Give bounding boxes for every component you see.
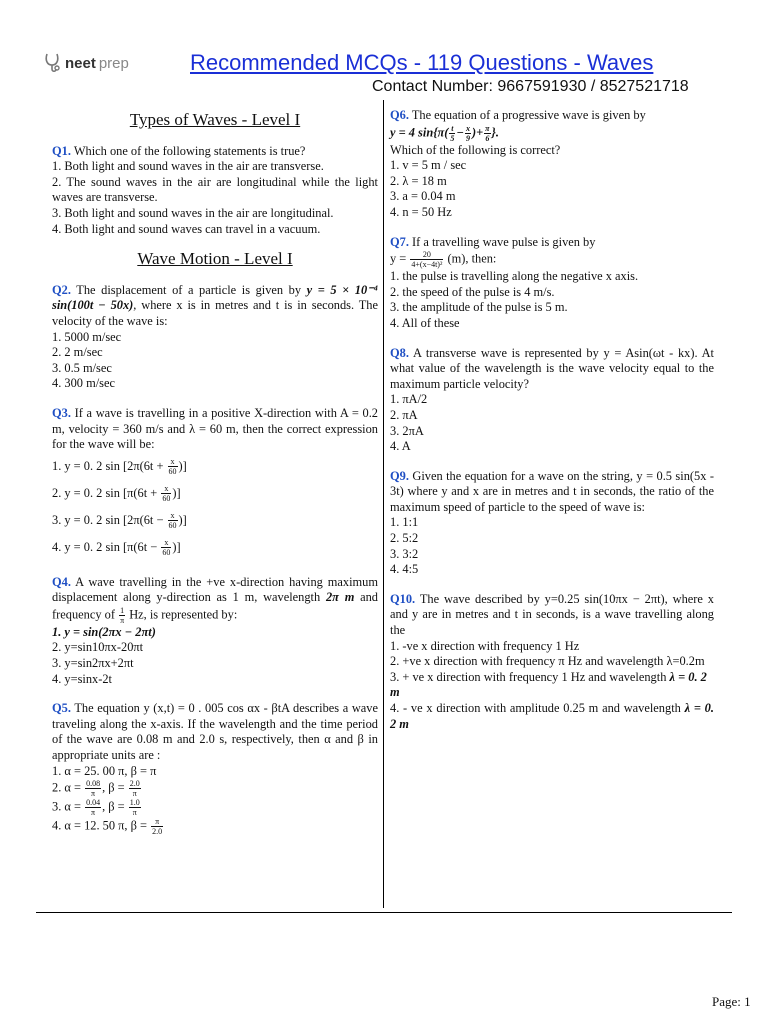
stethoscope-icon	[44, 52, 62, 74]
option-text: 1. y = 0. 2 sin [2π(6t +	[52, 458, 167, 473]
question-text: The displacement of a particle is given by	[76, 282, 302, 297]
option: 2. λ = 18 m	[390, 173, 447, 188]
question-text-cont: and frequency of	[52, 590, 378, 622]
option	[52, 453, 378, 480]
option: 4. α = 12. 50 π, β = $\frac{\pi}{2.0}$	[52, 817, 163, 837]
fraction: $\frac{x}{60}$	[168, 457, 177, 477]
question-number: Q9.	[390, 468, 409, 483]
option	[52, 534, 378, 561]
fraction: $\frac{1}{\pi}$	[120, 605, 125, 625]
logo-text-prep: prep	[98, 54, 129, 72]
section-heading-motion: Wave Motion - Level I	[137, 249, 293, 269]
question-7	[390, 235, 714, 332]
right-column	[390, 108, 714, 746]
option: 3. α = $\frac{0.04}{\pi}$ , β = $\frac{1.0}{\pi}$	[52, 798, 140, 818]
equation: y = 5 × 10⁻⁴ sin(100t − 50x)	[52, 282, 378, 313]
option: 4. n = 50 Hz	[390, 204, 452, 219]
neetprep-logo	[44, 52, 129, 74]
fraction: $\frac{\pi}{2.0}$	[152, 817, 163, 837]
option: 2. +ve x direction with frequency π Hz and wavelength λ=0.2m	[390, 654, 705, 669]
fraction: $\frac{1.0}{\pi}$	[129, 798, 140, 818]
question-number: Q1.	[52, 143, 71, 158]
option: 3. 2πA	[390, 423, 424, 438]
question-3	[52, 406, 378, 561]
option: 1. 5000 m/sec	[52, 329, 122, 344]
option: 3. + ve x direction with frequency 1 Hz and wavelength λ = 0. 2 m	[390, 669, 707, 700]
option-text: )]	[178, 458, 187, 473]
option: 3. Both light and sound waves in the air are longitudinal.	[52, 205, 334, 220]
option: 3. a = 0.04 m	[390, 189, 456, 204]
option: 4. All of these	[390, 315, 460, 330]
question-5	[52, 701, 378, 836]
page-number: Page: 1	[712, 994, 751, 1009]
option: 3. 0.5 m/sec	[52, 360, 112, 375]
question-number: Q3.	[52, 405, 71, 420]
question-1	[52, 144, 378, 238]
option: 2. 2 m/sec	[52, 345, 103, 360]
fraction: $\frac{0.08}{\pi}$	[86, 779, 101, 799]
footer-divider	[36, 912, 732, 913]
option: 4. Both light and sound waves can travel in a vacuum.	[52, 221, 321, 236]
equation: y = 4 sin{π( $\frac{t}{5}$ − $\frac{x}{9}$ )+ $\frac{\pi}{6}$ }.	[390, 123, 499, 143]
option-text: 3. y = 0. 2 sin [2π(6t −	[52, 512, 167, 527]
wavelength-value: 2π m	[325, 590, 355, 605]
question-text: A transverse wave is represented by y = Asin(ωt - kx). At what value of the wavelength is the wave velocity equal to the maximum particle velocity?	[390, 345, 714, 391]
question-number: Q6.	[390, 108, 409, 122]
option: 4. 4:5	[390, 562, 419, 577]
option-text: )]	[172, 485, 181, 500]
option: 4. A	[390, 439, 411, 454]
option-text: 4. y = 0. 2 sin [π(6t −	[52, 539, 161, 554]
option: 2. 5:2	[390, 531, 419, 546]
question-text-cont: , where x is in metres and t is in seconds. The velocity of the wave is:	[52, 298, 378, 328]
option: 2. y=sin10πx-20πt	[52, 640, 144, 655]
option: 1. Both light and sound waves in the air are transverse.	[52, 159, 324, 174]
option: 1. πA/2	[390, 392, 428, 407]
option: 1. y = sin(2πx − 2πt)	[52, 624, 156, 639]
equation: y = $\frac{20}{\text{4+(x−4t)²}}$ (m), then:	[390, 250, 497, 270]
question-number: Q4.	[52, 574, 71, 589]
option	[52, 480, 378, 507]
fraction: $\frac{t}{5}$	[450, 123, 455, 143]
question-text-cont: Hz, is represented by:	[129, 607, 238, 622]
question-text: Given the equation for a wave on the string, y = 0.5 sin(5x - 3t) where y and x are in metres and t in seconds, the ratio of the maximum speed of particle to the speed of wave is:	[390, 468, 714, 514]
fraction: $\frac{x}{60}$	[162, 538, 171, 558]
page-header	[0, 0, 768, 100]
option	[52, 507, 378, 534]
question-number: Q7.	[390, 234, 409, 249]
left-column	[52, 108, 378, 850]
option: 4. y=sinx-2t	[52, 671, 112, 686]
option: 4. 300 m/sec	[52, 376, 115, 391]
option: 1. 1:1	[390, 515, 419, 530]
page-title[interactable]: Recommended MCQs - 119 Questions - Waves	[190, 50, 654, 75]
option: 4. - ve x direction with amplitude 0.25 m and wavelength λ = 0. 2 m	[390, 701, 714, 731]
question-text: Which one of the following statements is true?	[73, 143, 306, 158]
question-text: If a wave is travelling in a positive X-direction with A = 0.2 m, velocity = 360 m/s and λ = 60 m, then the correct expression for the wave will be:	[52, 405, 378, 452]
section-heading-types: Types of Waves - Level I	[129, 110, 301, 129]
question-text: The wave described by y=0.25 sin(10πx − 2πt), where x and y are in metres and t in seconds, is a wave travelling along the	[390, 591, 714, 638]
option: 1. v = 5 m / sec	[390, 158, 467, 173]
question-10	[390, 592, 714, 732]
option-text: 2. y = 0. 2 sin [π(6t +	[52, 485, 161, 500]
fraction: $\frac{x}{9}$	[465, 123, 470, 143]
fraction: $\frac{\pi}{6}$	[485, 123, 490, 143]
option: 1. -ve x direction with frequency 1 Hz	[390, 638, 580, 653]
fraction: $\frac{2.0}{\pi}$	[129, 779, 140, 799]
question-6	[390, 108, 714, 221]
option: 1. α = 25. 00 π, β = π	[52, 763, 157, 778]
question-number: Q10.	[390, 591, 416, 606]
question-text: If a travelling wave pulse is given by	[412, 234, 596, 249]
question-number: Q2.	[52, 282, 71, 297]
question-8	[390, 346, 714, 455]
fraction: $\frac{0.04}{\pi}$	[86, 798, 101, 818]
question-number: Q5.	[52, 701, 71, 716]
question-number: Q8.	[390, 345, 409, 360]
question-text: The equation of a progressive wave is given by	[411, 108, 646, 122]
question-9	[390, 469, 714, 578]
option: 2. the speed of the pulse is 4 m/s.	[390, 284, 555, 299]
fraction: $\frac{20}{\text{4+(x−4t)²}}$	[411, 250, 443, 270]
option: 3. 3:2	[390, 546, 419, 561]
column-divider	[383, 100, 384, 908]
option: 1. the pulse is travelling along the negative x axis.	[390, 269, 639, 284]
logo-text-neet: neet	[65, 54, 96, 72]
fraction: $\frac{x}{60}$	[168, 511, 177, 531]
option-text: )]	[178, 512, 187, 527]
fraction: $\frac{x}{60}$	[162, 484, 171, 504]
question-text: A wave travelling in the +ve x-direction having maximum displacement along y-direction as 1 m, wavelength	[52, 574, 378, 605]
contact-number: Contact Number: 9667591930 / 8527521718	[372, 78, 689, 95]
question-text-cont: Which of the following is correct?	[390, 142, 561, 157]
option: 3. y=sin2πx+2πt	[52, 656, 134, 671]
option: 3. the amplitude of the pulse is 5 m.	[390, 300, 568, 315]
option: 2. The sound waves in the air are longitudinal while the light waves are transverse.	[52, 174, 378, 205]
question-4	[52, 575, 378, 688]
question-2	[52, 283, 378, 392]
option: 2. πA	[390, 407, 418, 422]
question-text: The equation y (x,t) = 0 . 005 cos αx - βtA describes a wave traveling along the x-axis. If the wavelength and the time period of the wave are 0.08 m and 2.0 s, respectively, then α and β in appropriate units are :	[52, 701, 378, 763]
option: 2. α = $\frac{0.08}{\pi}$ , β = $\frac{2.0}{\pi}$	[52, 779, 140, 799]
option-text: )]	[172, 539, 181, 554]
